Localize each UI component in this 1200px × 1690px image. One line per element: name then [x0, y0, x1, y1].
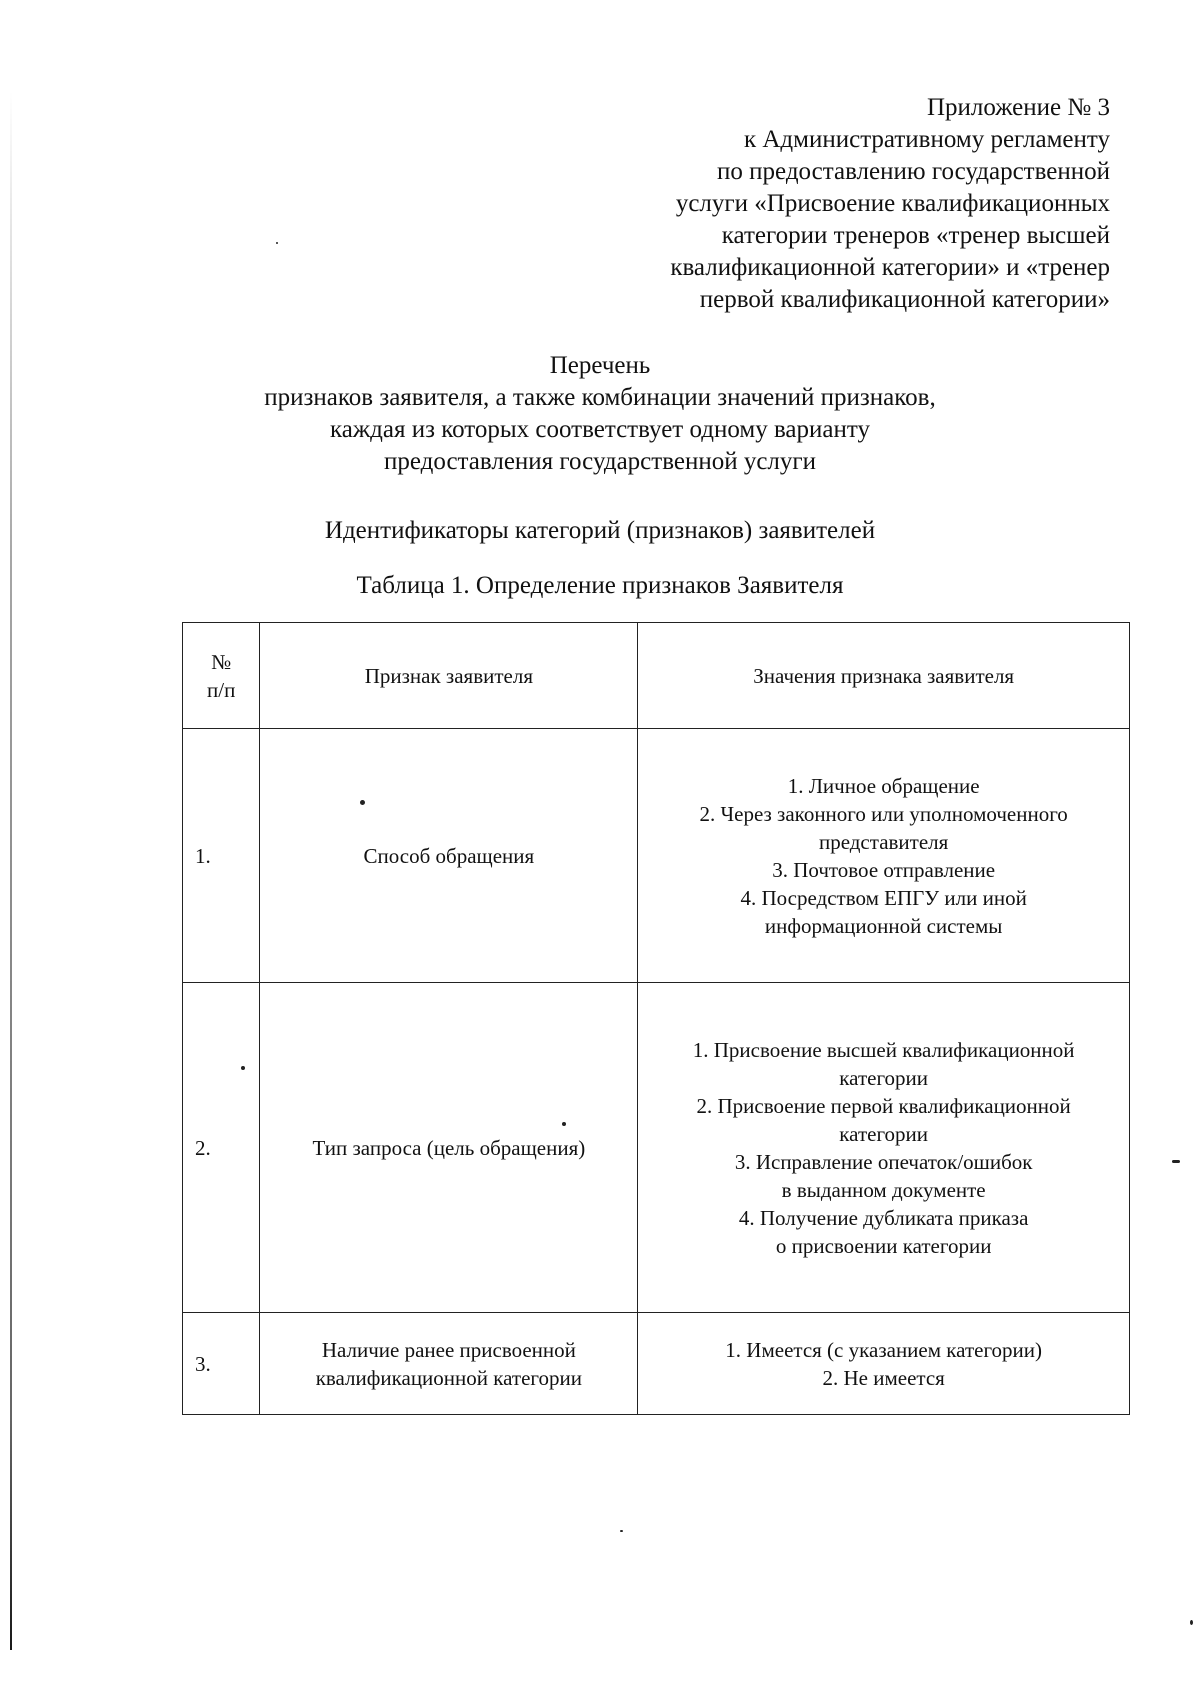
- value-line: о присвоении категории: [775, 1233, 992, 1258]
- header-values-cell: Значения признака заявителя: [638, 623, 1130, 729]
- appendix-line: услуги «Присвоение квалификационных: [675, 190, 1110, 217]
- appendix-line: Приложение № 3: [926, 94, 1110, 121]
- scan-speck: [620, 1530, 623, 1532]
- title-line: каждая из которых соответствует одному варианту: [330, 416, 870, 443]
- sign-line: квалификационной категории: [315, 1365, 582, 1390]
- table-row: [183, 729, 1130, 983]
- value-line: 3. Почтовое отправление: [772, 857, 996, 882]
- value-line: 1. Имеется (с указанием категории): [725, 1337, 1042, 1362]
- value-line: 2. Присвоение первой квалификационной: [696, 1093, 1071, 1118]
- title-line: предоставления государственной услуги: [383, 448, 817, 475]
- header-sign-cell: Признак заявителя: [260, 623, 638, 729]
- value-line: 4. Посредством ЕПГУ или иной: [740, 885, 1027, 910]
- appendix-line: к Административному регламенту: [743, 126, 1110, 153]
- value-line: 1. Присвоение высшей квалификационной: [692, 1037, 1075, 1062]
- document-title: [0, 350, 1200, 478]
- section-subtitle: Идентификаторы категорий (признаков) заявителей: [324, 517, 876, 544]
- value-line: 2. Через законного или уполномоченного: [699, 801, 1068, 826]
- value-line: категории: [839, 1065, 929, 1090]
- table-row: [183, 983, 1130, 1313]
- header-num-symbol: №: [211, 649, 232, 674]
- row-num-cell: 3.: [183, 1313, 260, 1415]
- value-line: категории: [839, 1121, 929, 1146]
- table-header-row: [183, 623, 1130, 729]
- value-line: информационной системы: [764, 913, 1003, 938]
- header-num-cell: [183, 623, 260, 729]
- row-values-cell: [638, 983, 1130, 1313]
- scan-speck: [360, 800, 365, 805]
- value-line: 3. Исправление опечаток/ошибок: [734, 1149, 1033, 1174]
- title-line: признаков заявителя, а также комбинации значений признаков,: [264, 384, 936, 411]
- scan-edge-line: [10, 90, 12, 1650]
- table-row: [183, 1313, 1130, 1415]
- header-num-label: п/п: [207, 677, 236, 702]
- value-line: 2. Не имеется: [822, 1365, 945, 1390]
- appendix-header: [550, 92, 1110, 316]
- row-sign-cell: [260, 1313, 638, 1415]
- scan-speck: [241, 1066, 245, 1070]
- row-values-cell: [638, 729, 1130, 983]
- scan-speck: [276, 242, 278, 244]
- row-num-cell: 1.: [183, 729, 260, 983]
- scan-speck: [1190, 1620, 1193, 1625]
- sign-line: Наличие ранее присвоенной: [321, 1337, 576, 1362]
- appendix-line: по предоставлению государственной: [717, 158, 1110, 185]
- value-line: 1. Личное обращение: [787, 773, 980, 798]
- table-caption: Таблица 1. Определение признаков Заявителя: [356, 572, 844, 599]
- row-sign-cell: Тип запроса (цель обращения): [260, 983, 638, 1313]
- appendix-line: квалификационной категории» и «тренер: [670, 254, 1110, 281]
- appendix-line: категории тренеров «тренер высшей: [721, 222, 1110, 249]
- row-values-cell: [638, 1313, 1130, 1415]
- scan-speck: [1172, 1160, 1180, 1163]
- row-sign-cell: Способ обращения: [260, 729, 638, 983]
- value-line: 4. Получение дубликата приказа: [738, 1205, 1029, 1230]
- title-line: Перечень: [549, 352, 651, 379]
- applicant-signs-table: [182, 622, 1130, 1415]
- value-line: в выданном документе: [781, 1177, 986, 1202]
- row-num-cell: 2.: [183, 983, 260, 1313]
- scan-speck: [562, 1122, 566, 1126]
- value-line: представителя: [818, 829, 949, 854]
- appendix-line: первой квалификационной категории»: [699, 286, 1110, 313]
